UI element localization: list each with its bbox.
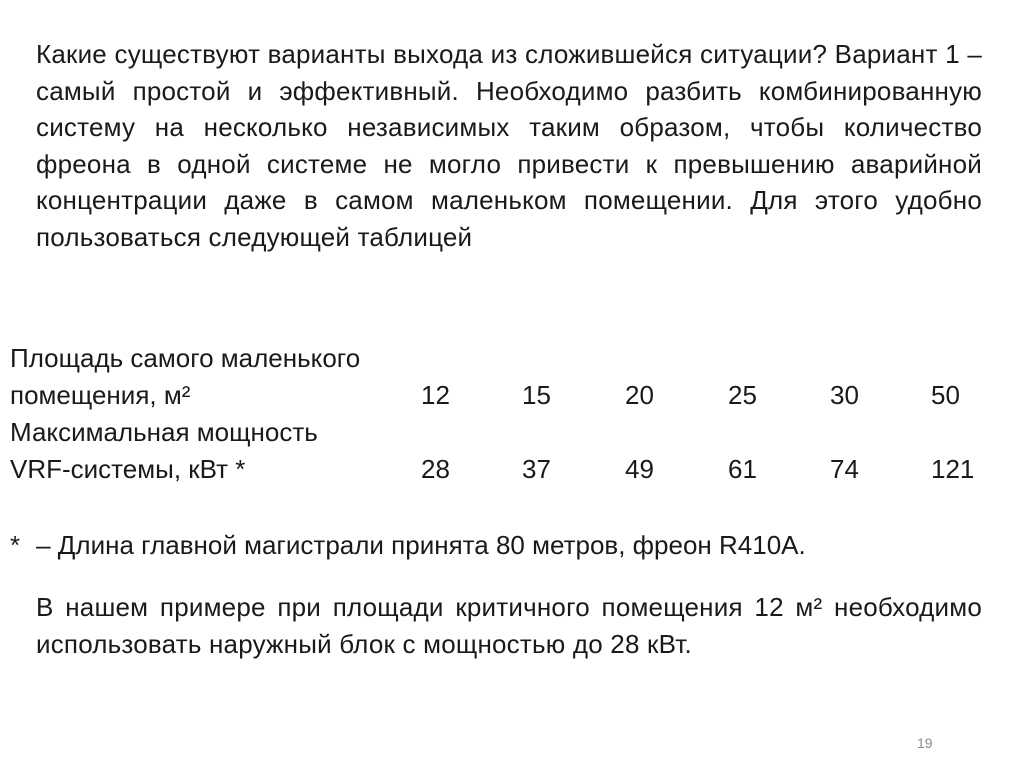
table-cell: 121 — [931, 454, 975, 484]
row-label-line: Максимальная мощность — [10, 417, 318, 447]
table-cell: 12 — [421, 380, 450, 410]
intro-paragraph: Какие существуют варианты выхода из сложившейся ситуации? Вариант 1 – самый простой и эффективный. Необходимо разбить комбинированную систему на несколько независимых таким образом, чтобы количество фреона в одной системе не могло привести к превышению аварийной концентрации даже в самом маленьком помещении. Для этого удобно пользоваться следующей таблицей — [36, 39, 982, 252]
table-cell: 37 — [522, 454, 551, 484]
footnote — [10, 527, 806, 563]
row-label-line: помещения, м² — [10, 380, 191, 410]
capacity-table — [10, 340, 1010, 488]
row-label-line: Площадь самого маленького — [10, 343, 361, 373]
table-row-max-power — [10, 414, 1010, 488]
row-label — [10, 340, 410, 414]
table-cell: 28 — [421, 454, 450, 484]
table-cell: 30 — [830, 380, 859, 410]
footnote-text: – Длина главной магистрали принята 80 метров, фреон R410A. — [36, 530, 806, 560]
table-cell: 49 — [625, 454, 654, 484]
table-cell: 25 — [728, 380, 757, 410]
table-cell: 74 — [830, 454, 859, 484]
conclusion-paragraph: В нашем примере при площади критичного помещения 12 м² необходимо использовать наружный блок с мощностью до 28 кВт. — [36, 592, 982, 659]
table-cell: 20 — [625, 380, 654, 410]
page-number: 19 — [917, 735, 933, 751]
table-cell: 50 — [931, 380, 960, 410]
row-label — [10, 414, 410, 488]
table-cell: 15 — [522, 380, 551, 410]
table-row-room-area — [10, 340, 1010, 414]
row-label-line: VRF-системы, кВт * — [10, 454, 246, 484]
footnote-marker: * — [10, 530, 21, 560]
table-cell: 61 — [728, 454, 757, 484]
